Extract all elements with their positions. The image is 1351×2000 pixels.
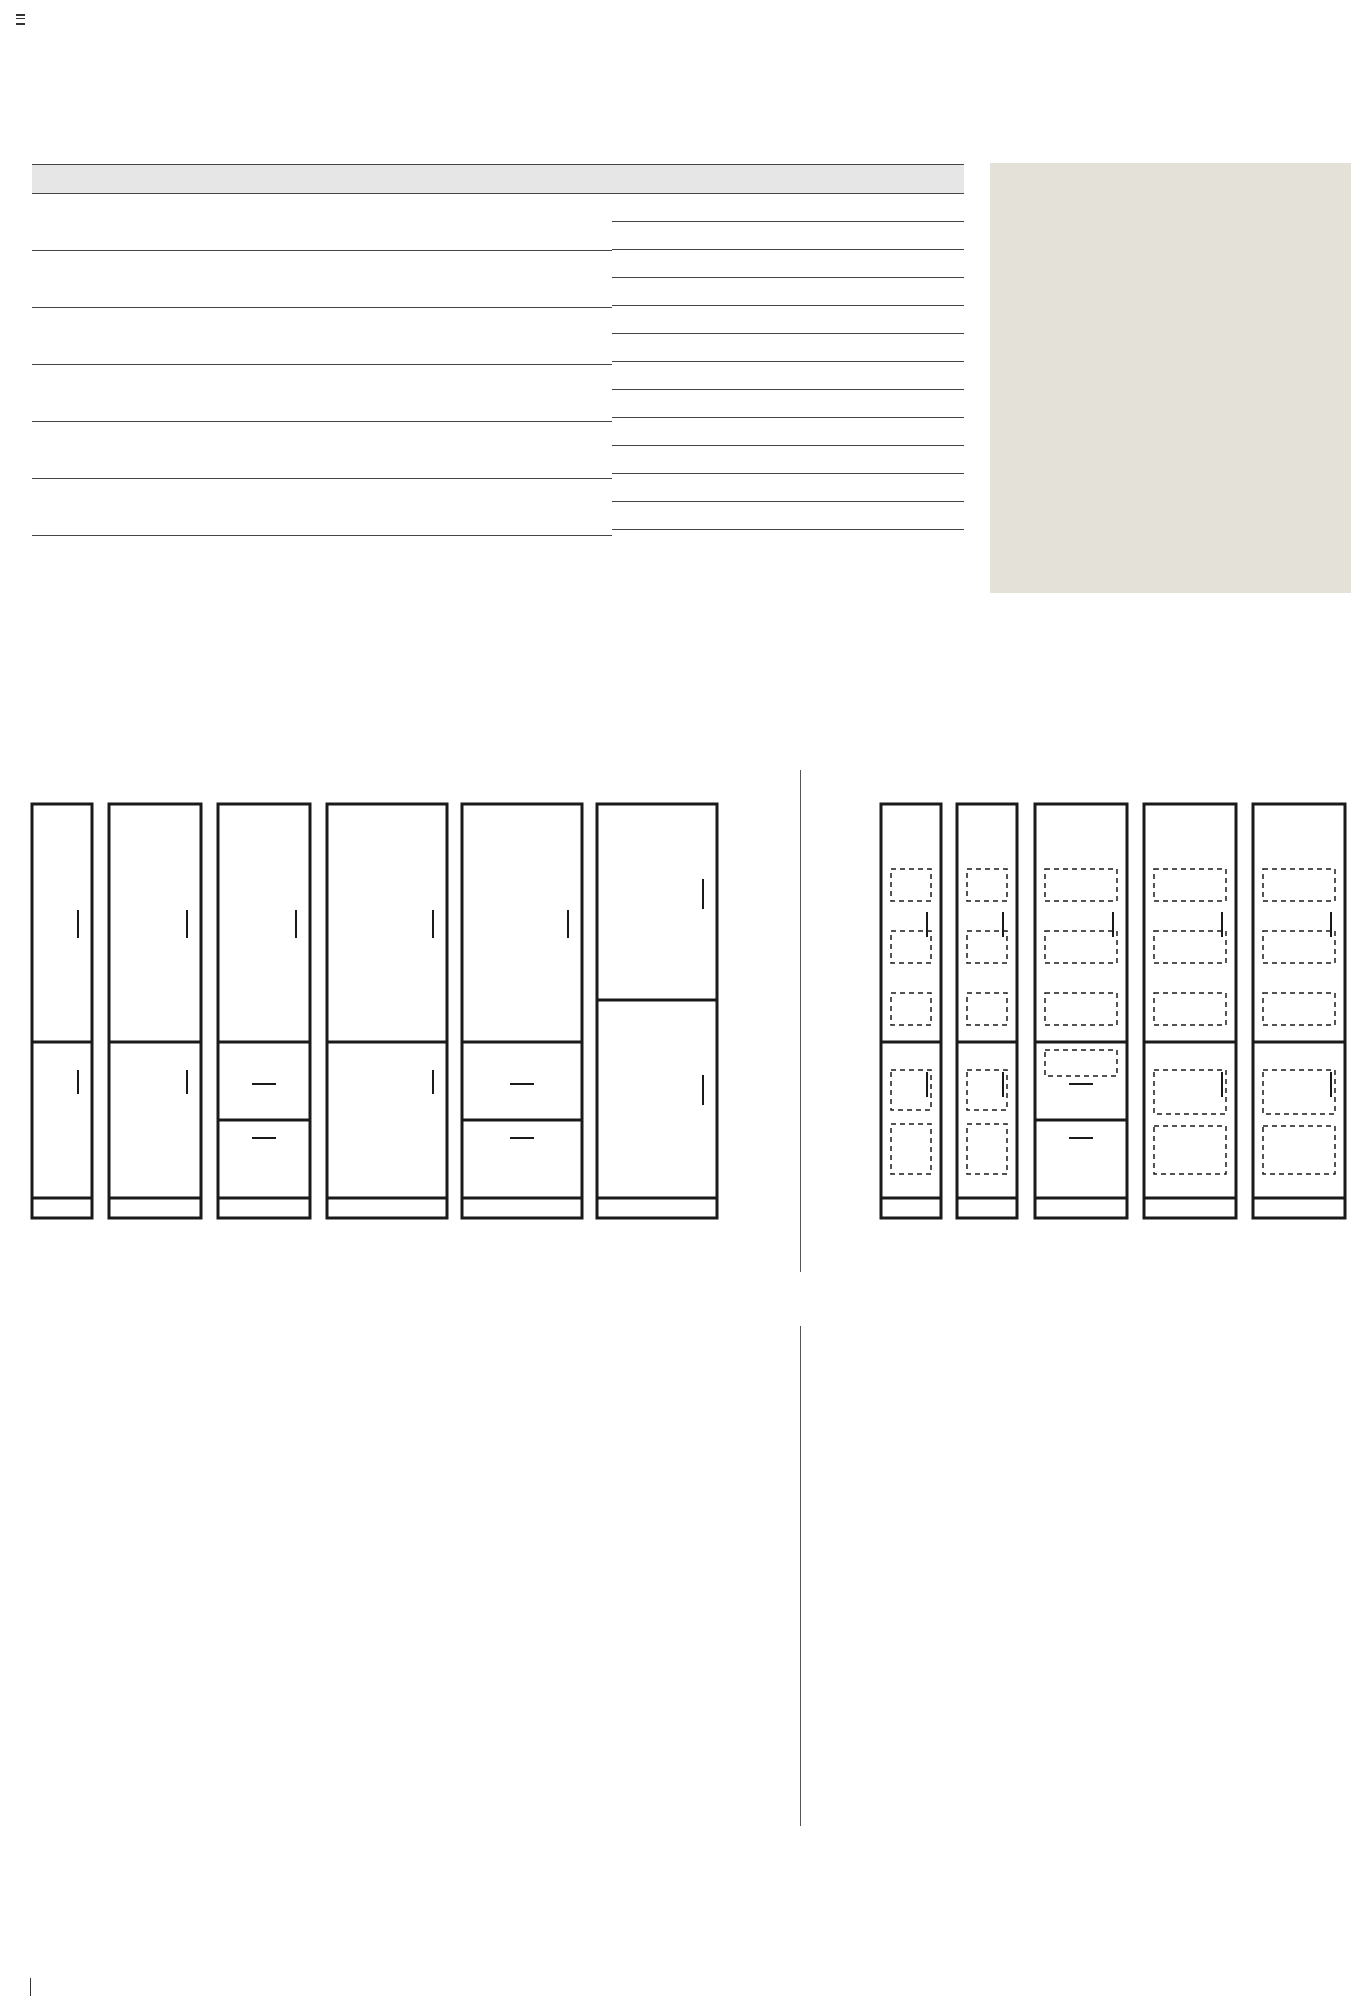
storage-tower bbox=[957, 804, 1017, 1218]
internal-drawer-outline bbox=[891, 931, 931, 963]
internal-drawer-outline bbox=[967, 869, 1007, 901]
internal-drawer-outline bbox=[1045, 993, 1117, 1025]
internal-drawer-outline bbox=[1263, 869, 1335, 901]
storage-tower bbox=[1144, 804, 1236, 1218]
larder-cabinet bbox=[597, 804, 717, 1218]
internal-drawer-outline bbox=[967, 1070, 1007, 1110]
storage-tower bbox=[881, 804, 941, 1218]
internal-drawer-outline bbox=[967, 1124, 1007, 1174]
internal-drawer-outline bbox=[967, 993, 1007, 1025]
internal-drawer-outline bbox=[1045, 1050, 1117, 1076]
internal-drawer-outline bbox=[1045, 931, 1117, 963]
internal-drawer-outline bbox=[1154, 869, 1226, 901]
larder-cabinet bbox=[32, 804, 92, 1218]
internal-drawer-outline bbox=[891, 993, 931, 1025]
page-number-divider bbox=[30, 1978, 31, 1996]
storage-tower bbox=[1035, 804, 1127, 1218]
internal-drawer-outline bbox=[1045, 869, 1117, 901]
larder-cabinet bbox=[109, 804, 201, 1218]
larder-cabinet bbox=[327, 804, 447, 1218]
internal-drawer-outline bbox=[1263, 1070, 1335, 1114]
internal-drawer-outline bbox=[891, 1124, 931, 1174]
internal-drawer-outline bbox=[1154, 1126, 1226, 1174]
internal-drawer-outline bbox=[1263, 1126, 1335, 1174]
internal-drawer-outline bbox=[1263, 993, 1335, 1025]
internal-drawer-outline bbox=[1154, 931, 1226, 963]
storage-tower bbox=[1253, 804, 1345, 1218]
larder-cabinet bbox=[462, 804, 582, 1218]
internal-drawer-outline bbox=[1154, 1070, 1226, 1114]
internal-drawer-outline bbox=[967, 931, 1007, 963]
internal-drawer-outline bbox=[1154, 993, 1226, 1025]
internal-drawer-outline bbox=[891, 869, 931, 901]
internal-drawer-outline bbox=[891, 1070, 931, 1110]
internal-drawer-outline bbox=[1263, 931, 1335, 963]
larder-cabinet bbox=[218, 804, 310, 1218]
